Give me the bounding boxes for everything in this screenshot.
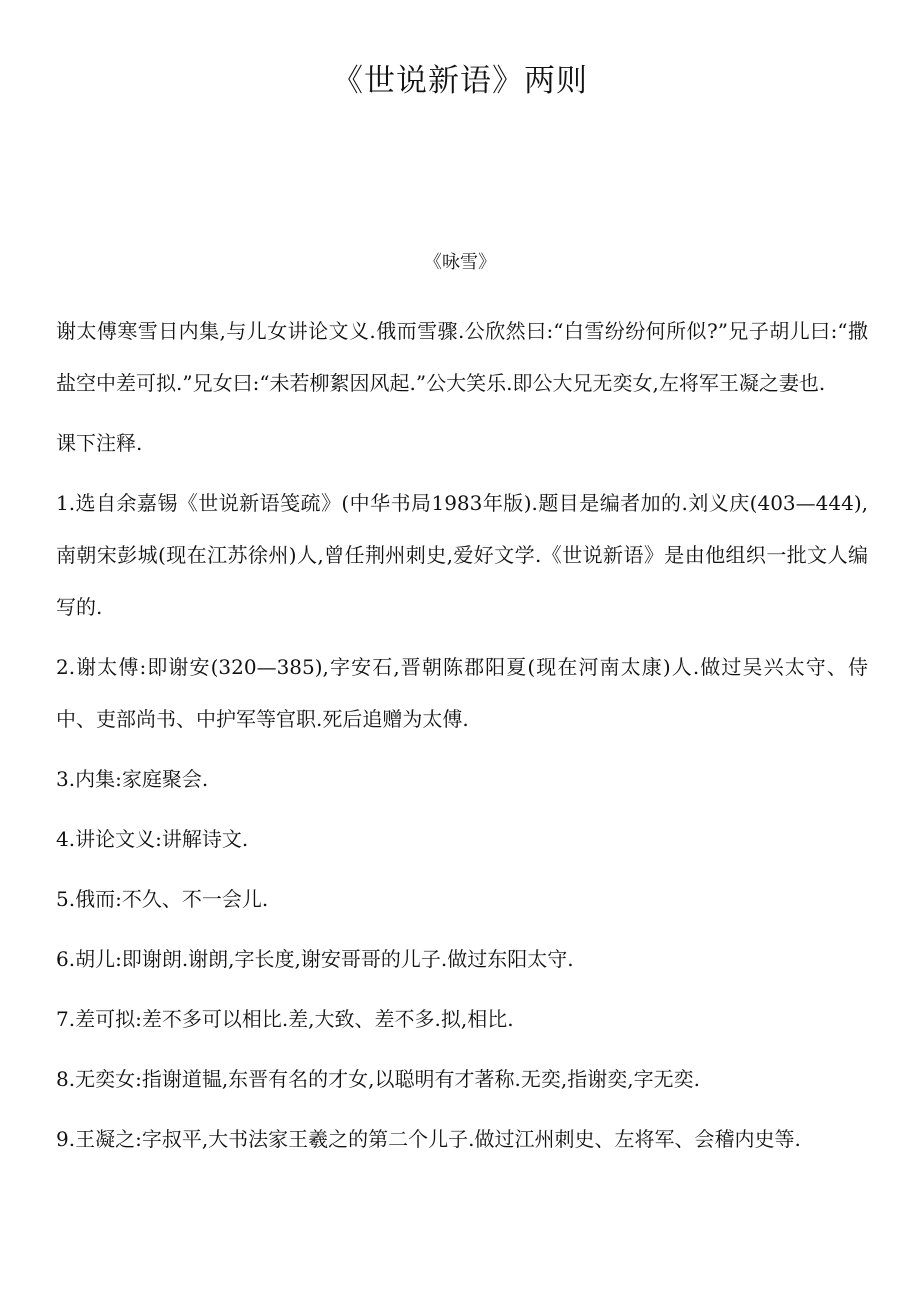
note-item-2: 2.谢太傅:即谢安(320—385),字安石,晋朝陈郡阳夏(现在河南太康)人.做过吴兴太守、侍中、吏部尚书、中护军等官职.死后追赠为太傅.	[56, 655, 868, 731]
document-body	[56, 305, 868, 1165]
section-title: 《咏雪》	[424, 252, 496, 273]
document-title: 《世说新语》两则	[332, 63, 588, 99]
note-item-8: 8.无奕女:指谢道韫,东晋有名的才女,以聪明有才著称.无奕,指谢奕,字无奕.	[56, 1067, 700, 1091]
passage-text: 谢太傅寒雪日内集,与儿女讲论文义.俄而雪骤.公欣然曰:“白雪纷纷何所似?”兄子胡儿曰:“撒盐空中差可拟.”兄女曰:“未若柳絮因风起.”公大笑乐.即公大兄无奕女,左将军王凝之妻也.	[56, 319, 868, 395]
notes-heading: 课下注释.	[56, 431, 143, 455]
note-item-1: 1.选自余嘉锡《世说新语笺疏》(中华书局1983年版).题目是编者加的.刘义庆(403—444),南朝宋彭城(现在江苏徐州)人,曾任荆州刺史,爱好文学.《世说新语》是由他组织一批文人编写的.	[56, 491, 868, 619]
note-item-7: 7.差可拟:差不多可以相比.差,大致、差不多.拟,相比.	[56, 1007, 514, 1031]
note-item-9: 9.王凝之:字叔平,大书法家王羲之的第二个儿子.做过江州刺史、左将军、会稽内史等.	[56, 1127, 801, 1151]
note-item-4: 4.讲论文义:讲解诗文.	[56, 827, 249, 851]
note-item-5: 5.俄而:不久、不一会儿.	[56, 887, 269, 911]
note-item-3: 3.内集:家庭聚会.	[56, 767, 209, 791]
note-item-6: 6.胡儿:即谢朗.谢朗,字长度,谢安哥哥的儿子.做过东阳太守.	[56, 947, 574, 971]
